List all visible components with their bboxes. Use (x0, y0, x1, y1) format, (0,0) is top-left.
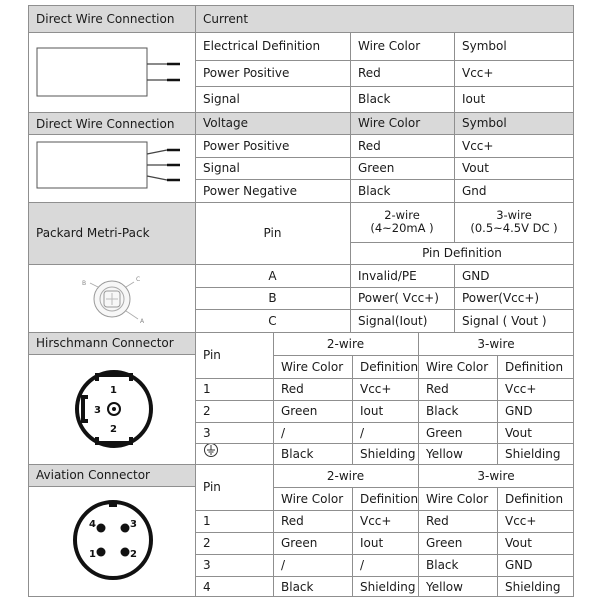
grid-line (195, 60, 574, 61)
grid-line (273, 332, 274, 597)
grid-line (28, 332, 574, 333)
hirschmann-row-3-2w-color: / (281, 425, 286, 440)
aviation-row-4-pin: 4 (203, 579, 211, 594)
grid-line (195, 554, 574, 555)
aviation-label-4: 4 (89, 519, 96, 530)
hirschmann-row-2-pin: 2 (203, 404, 211, 418)
voltage-row-3-symbol: Gnd (462, 183, 487, 198)
packard-label-b: B (82, 280, 87, 287)
current-header: Current (203, 11, 249, 26)
aviation-row-4-3w-color: Yellow (426, 579, 463, 594)
hirschmann-connector-diagram (64, 359, 164, 459)
packard-pin-c: C (268, 313, 277, 328)
grid-line (195, 422, 574, 423)
hirschmann-3w-color-header: Wire Color (426, 359, 489, 374)
pin-definition-header: Pin Definition (422, 246, 502, 260)
aviation-row-2-2w-color: Green (281, 536, 318, 550)
grid-line (195, 510, 574, 511)
aviation-label-3: 3 (130, 519, 137, 530)
aviation-row-2-3w-color: Green (426, 536, 463, 550)
hirschmann-row-1-3w-color: Red (426, 382, 449, 396)
aviation-row-4-2w-def: Shielding (360, 579, 416, 594)
grid-line (28, 32, 574, 33)
grid-line (352, 487, 353, 597)
hirschmann-row-4-3w-def: Shielding (505, 446, 561, 461)
hirschmann-row-1-2w-color: Red (281, 382, 304, 396)
aviation-label-2: 2 (130, 549, 137, 560)
current-row-1-symbol: Vcc+ (462, 66, 494, 80)
packard-pin-b-3wire: Power(Vcc+) (462, 291, 540, 305)
hirschmann-row-3-2w-def: / (360, 425, 365, 440)
hirschmann-3w-definition-header: Definition (505, 359, 564, 374)
packard-three-wire-range: (0.5~4.5V DC ) (470, 221, 558, 235)
packard-label-c: C (136, 276, 141, 283)
aviation-3w-color-header: Wire Color (426, 491, 489, 506)
aviation-2w-color-header: Wire Color (281, 491, 344, 506)
current-row-2-definition: Signal (203, 92, 240, 106)
aviation-row-3-2w-color: / (281, 558, 286, 572)
hirschmann-two-wire-header: 2-wire (326, 336, 365, 351)
grid-line (195, 5, 196, 597)
aviation-row-4-3w-def: Shielding (505, 579, 561, 594)
packard-pin-c-2wire: Signal(Iout) (358, 313, 428, 328)
hirschmann-row-1-pin: 1 (203, 382, 211, 396)
packard-two-wire-header (350, 202, 454, 242)
aviation-connector-diagram (68, 495, 158, 585)
hirschmann-row-3-3w-color: Green (426, 425, 463, 440)
hirschmann-row-4-2w-def: Shielding (360, 446, 416, 461)
grid-line (28, 134, 574, 135)
aviation-row-3-3w-def: GND (505, 558, 533, 572)
hirschmann-label-1: 1 (110, 385, 117, 396)
aviation-row-3-3w-color: Black (426, 558, 459, 572)
grid-line (273, 355, 574, 356)
grid-line (28, 464, 574, 465)
voltage-row-3-definition: Power Negative (203, 183, 297, 198)
packard-pin-header: Pin (263, 226, 282, 240)
hirschmann-row-3-3w-def: Vout (505, 425, 532, 440)
aviation-row-1-2w-color: Red (281, 514, 304, 528)
hirschmann-row-2-2w-def: Iout (360, 404, 384, 418)
grid-line (454, 264, 455, 332)
current-row-2-color: Black (358, 92, 391, 106)
voltage-header: Voltage (203, 116, 249, 130)
packard-three-wire-header (454, 202, 574, 242)
grid-line (195, 443, 574, 444)
hirschmann-row-1-3w-def: Vcc+ (505, 382, 537, 396)
grid-line (418, 332, 419, 597)
grid-line (28, 264, 574, 265)
grid-line (273, 487, 574, 488)
hirschmann-section-title: Hirschmann Connector (36, 336, 174, 350)
hirschmann-three-wire-header: 3-wire (477, 336, 515, 351)
aviation-section-title: Aviation Connector (36, 468, 150, 482)
hirschmann-2w-color-header: Wire Color (281, 359, 344, 374)
packard-pin-a-2wire: Invalid/PE (358, 268, 417, 283)
aviation-row-4-2w-color: Black (281, 579, 314, 594)
aviation-row-1-3w-def: Vcc+ (505, 514, 537, 528)
hirschmann-row-2-3w-def: GND (505, 404, 533, 418)
grid-line (195, 157, 574, 158)
packard-three-wire-label: 3-wire (496, 208, 532, 222)
aviation-3w-definition-header: Definition (505, 491, 564, 506)
grid-line (195, 287, 574, 288)
voltage-section-title: Direct Wire Connection (36, 117, 175, 131)
current-section-title: Direct Wire Connection (36, 11, 175, 26)
aviation-row-2-2w-def: Iout (360, 536, 384, 550)
packard-pin-a: A (268, 268, 277, 283)
grid-line (497, 487, 498, 597)
packard-two-wire-range: (4~20mA ) (370, 221, 434, 235)
aviation-row-3-pin: 3 (203, 558, 211, 572)
grid-line (28, 354, 195, 355)
aviation-label-1: 1 (89, 549, 96, 560)
aviation-pin-header: Pin (203, 480, 221, 494)
hirschmann-row-3-pin: 3 (203, 425, 211, 440)
ground-symbol-icon (203, 442, 219, 458)
symbol-header: Symbol (462, 39, 507, 53)
current-row-2-symbol: Iout (462, 92, 486, 106)
aviation-2w-definition-header: Definition (360, 491, 418, 506)
packard-section-title: Packard Metri-Pack (36, 226, 150, 240)
two-wire-cable-diagram (32, 38, 192, 106)
voltage-row-2-definition: Signal (203, 161, 240, 175)
grid-line (195, 532, 574, 533)
hirschmann-pin-header: Pin (203, 348, 221, 362)
packard-connector-diagram (68, 267, 158, 329)
voltage-row-1-color: Red (358, 138, 381, 153)
hirschmann-row-1-2w-def: Vcc+ (360, 382, 392, 396)
aviation-row-1-pin: 1 (203, 514, 211, 528)
grid-line (454, 32, 455, 242)
grid-line (195, 378, 574, 379)
aviation-row-1-3w-color: Red (426, 514, 449, 528)
wire-color-header: Wire Color (358, 39, 421, 53)
current-row-1-definition: Power Positive (203, 66, 290, 80)
packard-two-wire-label: 2-wire (384, 208, 420, 222)
hirschmann-row-4-2w-color: Black (281, 446, 314, 461)
voltage-row-1-definition: Power Positive (203, 138, 290, 153)
grid-line (28, 486, 195, 487)
aviation-two-wire-header: 2-wire (326, 468, 365, 483)
current-row-1-color: Red (358, 66, 381, 80)
grid-line (195, 86, 574, 87)
aviation-row-2-3w-def: Vout (505, 536, 532, 550)
packard-pin-c-3wire: Signal ( Vout ) (462, 313, 547, 328)
electrical-definition-header: Electrical Definition (203, 39, 321, 53)
aviation-three-wire-header: 3-wire (477, 468, 515, 483)
hirschmann-row-2-2w-color: Green (281, 404, 318, 418)
voltage-row-3-color: Black (358, 183, 391, 198)
packard-pin-b: B (268, 291, 277, 305)
hirschmann-label-2: 2 (110, 424, 117, 435)
voltage-row-2-color: Green (358, 161, 395, 175)
hirschmann-row-4-3w-color: Yellow (426, 446, 463, 461)
aviation-row-1-2w-def: Vcc+ (360, 514, 392, 528)
hirschmann-2w-definition-header: Definition (360, 359, 418, 374)
grid-line (195, 309, 574, 310)
voltage-row-2-symbol: Vout (462, 161, 489, 175)
grid-line (350, 32, 351, 332)
grid-line (195, 179, 574, 180)
voltage-row-1-symbol: Vcc+ (462, 138, 494, 153)
voltage-wire-color-header: Wire Color (358, 116, 421, 130)
hirschmann-label-3: 3 (94, 405, 101, 416)
grid-line (195, 400, 574, 401)
grid-line (195, 576, 574, 577)
packard-pin-b-2wire: Power( Vcc+) (358, 291, 439, 305)
voltage-symbol-header: Symbol (462, 116, 507, 130)
packard-label-a: A (140, 318, 145, 325)
aviation-row-2-pin: 2 (203, 536, 211, 550)
grid-line (497, 355, 498, 464)
hirschmann-row-2-3w-color: Black (426, 404, 459, 418)
grid-line (352, 355, 353, 464)
wiring-table (28, 5, 574, 597)
grid-line (350, 242, 574, 243)
aviation-row-3-2w-def: / (360, 558, 365, 572)
three-wire-cable-diagram (32, 136, 192, 200)
grid-line (28, 202, 574, 203)
packard-pin-a-3wire: GND (462, 268, 490, 283)
grid-line (28, 112, 574, 113)
